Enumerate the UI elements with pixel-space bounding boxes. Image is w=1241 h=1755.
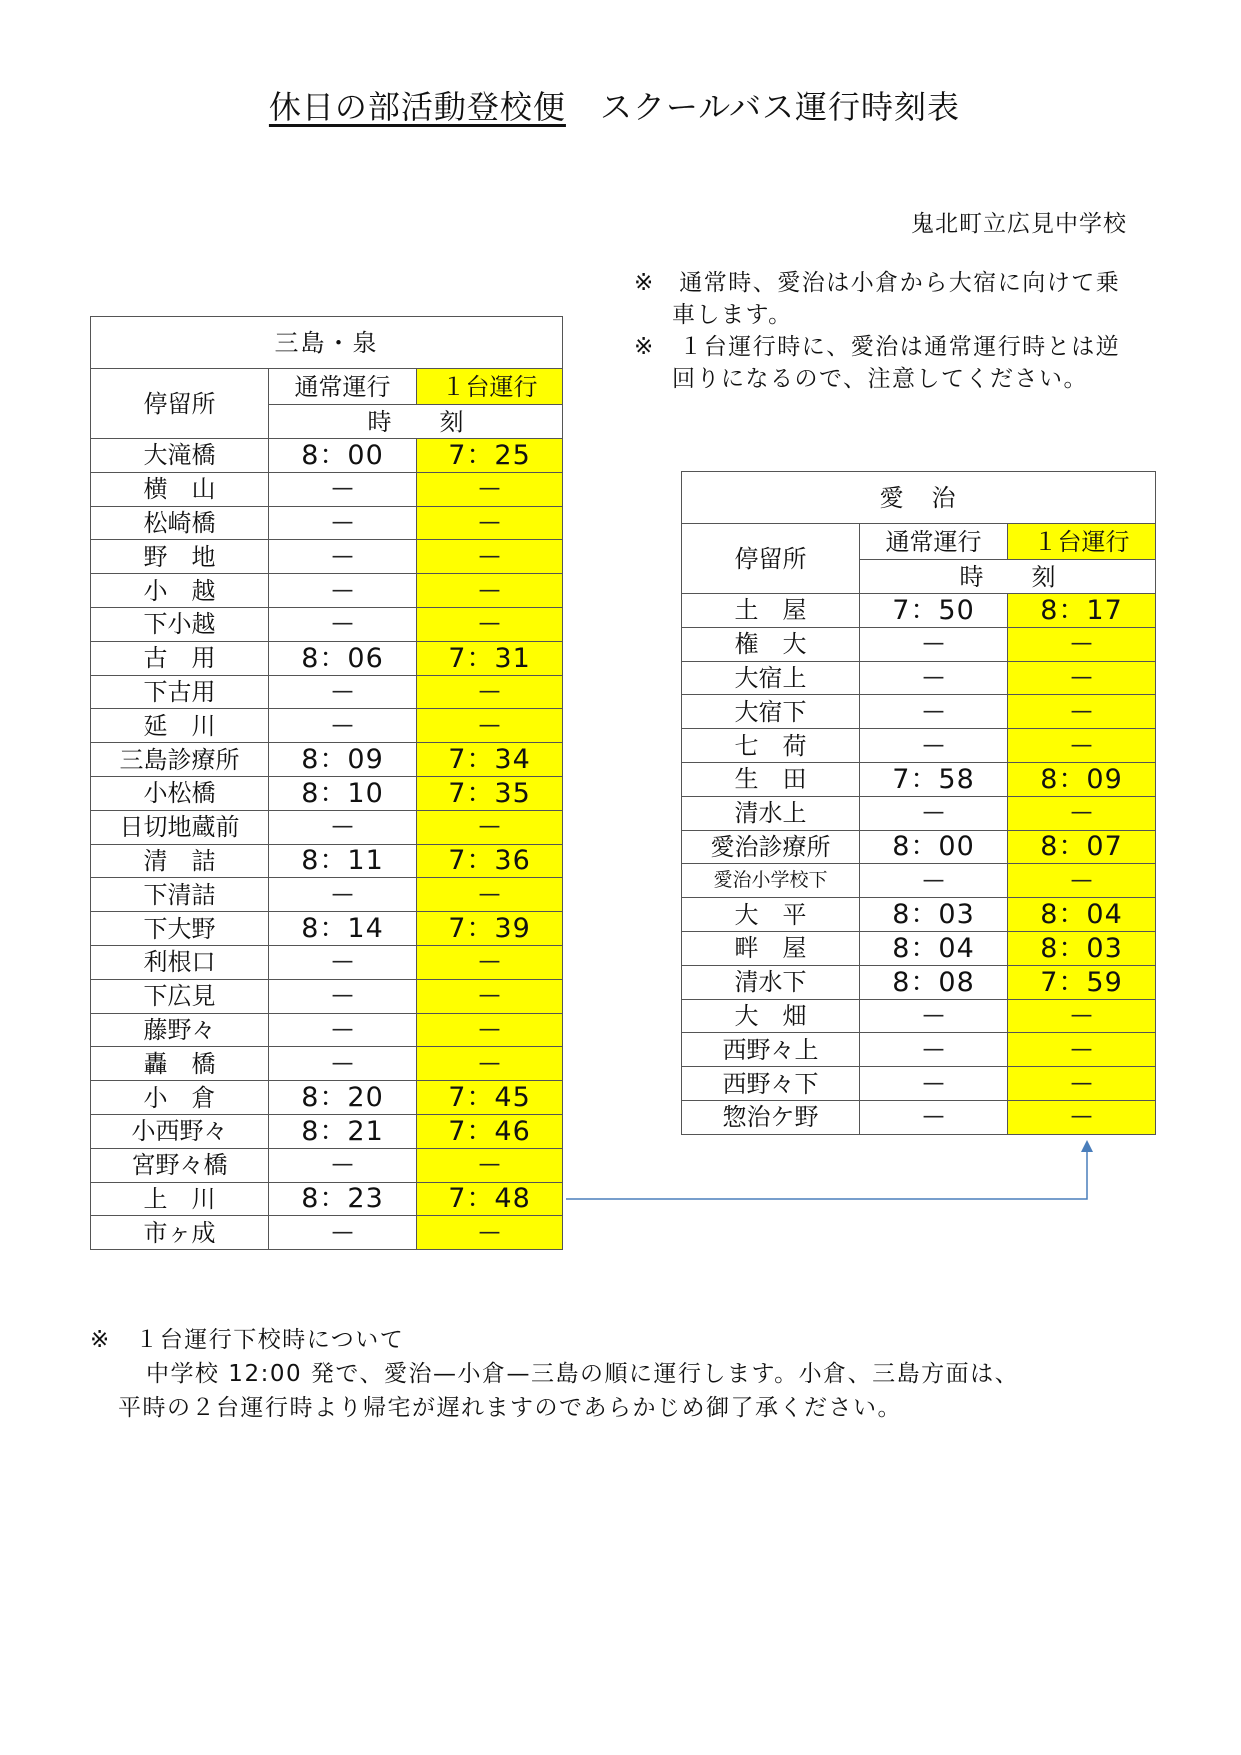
normal-time: —: [860, 864, 1008, 898]
stop-name: 畔 屋: [682, 931, 860, 965]
stop-name: 大宿上: [682, 661, 860, 695]
normal-time: 8：00: [269, 439, 417, 473]
normal-time: —: [269, 607, 417, 641]
stop-name: 野 地: [91, 540, 269, 574]
single-time: —: [417, 574, 563, 608]
normal-time: 7：50: [860, 594, 1008, 628]
table-row: [91, 878, 563, 912]
table-row: [91, 1114, 563, 1148]
table-row: [91, 1148, 563, 1182]
normal-time: —: [269, 810, 417, 844]
table-row: [682, 999, 1156, 1033]
single-time: —: [417, 979, 563, 1013]
note-2: ※ １台運行時に、愛治は通常運行時とは逆回りになるので、注意してください。: [634, 334, 1121, 392]
route-name: 三島・泉: [91, 317, 563, 369]
single-time: 7：25: [417, 439, 563, 473]
table-row: [91, 743, 563, 777]
normal-time: 8：21: [269, 1114, 417, 1148]
table-row: [91, 1081, 563, 1115]
stop-name: 下清詰: [91, 878, 269, 912]
stop-name: 下古用: [91, 675, 269, 709]
normal-time: —: [860, 729, 1008, 763]
single-time: 8：17: [1008, 594, 1156, 628]
single-time: 8：03: [1008, 931, 1156, 965]
normal-time: —: [860, 1100, 1008, 1134]
notes: [634, 267, 1144, 395]
stop-name: 下広見: [91, 979, 269, 1013]
table-row: [91, 1013, 563, 1047]
single-time: 7：35: [417, 776, 563, 810]
single-time: —: [417, 1148, 563, 1182]
table-row: [682, 762, 1156, 796]
single-time: —: [417, 675, 563, 709]
stop-name: 西野々上: [682, 1033, 860, 1067]
single-time: —: [1008, 1033, 1156, 1067]
normal-header: 通常運行: [269, 369, 417, 405]
single-time: —: [417, 540, 563, 574]
normal-time: —: [269, 574, 417, 608]
stop-name: 藤野々: [91, 1013, 269, 1047]
single-time: —: [1008, 999, 1156, 1033]
table-row: [91, 540, 563, 574]
table-row: [682, 830, 1156, 864]
normal-header: 通常運行: [860, 524, 1008, 560]
table-row: [682, 1067, 1156, 1101]
normal-time: 8：23: [269, 1182, 417, 1216]
single-time: —: [1008, 627, 1156, 661]
stop-name: 延 川: [91, 709, 269, 743]
table-row: [91, 439, 563, 473]
stop-name: 下小越: [91, 607, 269, 641]
footnote-line-2: 平時の２台運行時より帰宅が遅れますのであらかじめ御了承ください。: [118, 1395, 902, 1421]
normal-time: 8：09: [269, 743, 417, 777]
stop-name: 三島診療所: [91, 743, 269, 777]
normal-time: 8：10: [269, 776, 417, 810]
normal-time: 8：04: [860, 931, 1008, 965]
normal-time: 8：03: [860, 898, 1008, 932]
single-time: —: [417, 1216, 563, 1250]
table-row: [91, 506, 563, 540]
stop-name: 大 畑: [682, 999, 860, 1033]
table-row: [682, 898, 1156, 932]
single-time: 7：34: [417, 743, 563, 777]
table-row: [91, 979, 563, 1013]
single-time: 8：07: [1008, 830, 1156, 864]
stop-name: 権 大: [682, 627, 860, 661]
normal-time: —: [269, 1047, 417, 1081]
table-row: [682, 661, 1156, 695]
title-main: 休日の部活動登校便: [268, 88, 566, 126]
single-header: １台運行: [1008, 524, 1156, 560]
single-time: —: [1008, 661, 1156, 695]
page-title: [0, 82, 1235, 128]
stop-name: 古 用: [91, 641, 269, 675]
normal-time: 8：08: [860, 965, 1008, 999]
single-header: １台運行: [417, 369, 563, 405]
normal-time: 8：11: [269, 844, 417, 878]
stop-name: 清水下: [682, 965, 860, 999]
table-row: [91, 1216, 563, 1250]
normal-time: 8：06: [269, 641, 417, 675]
single-time: 8：09: [1008, 762, 1156, 796]
table-row: [91, 709, 563, 743]
table-row: [91, 945, 563, 979]
single-time: 7：46: [417, 1114, 563, 1148]
stop-name: 愛治小学校下: [682, 864, 860, 898]
table-row: [91, 1182, 563, 1216]
timetable-mishima-izumi: [90, 316, 563, 1250]
table-row: [91, 912, 563, 946]
normal-time: —: [860, 1033, 1008, 1067]
table-row: [682, 627, 1156, 661]
stop-name: 日切地蔵前: [91, 810, 269, 844]
single-time: —: [1008, 1067, 1156, 1101]
table-row: [91, 675, 563, 709]
normal-time: —: [269, 709, 417, 743]
normal-time: —: [269, 878, 417, 912]
normal-time: —: [269, 945, 417, 979]
stop-name: 清 詰: [91, 844, 269, 878]
table-row: [682, 695, 1156, 729]
stop-name: 市ヶ成: [91, 1216, 269, 1250]
stop-name: 宮野々橋: [91, 1148, 269, 1182]
normal-time: —: [269, 979, 417, 1013]
table-row: [682, 931, 1156, 965]
normal-time: —: [269, 1216, 417, 1250]
table-row: [91, 844, 563, 878]
normal-time: —: [860, 627, 1008, 661]
footnote-line-1: 中学校 12:00 発で、愛治—小倉—三島の順に運行します。小倉、三島方面は、: [146, 1361, 1020, 1387]
normal-time: —: [269, 540, 417, 574]
school-name: 鬼北町立広見中学校: [911, 211, 1127, 237]
table-row: [682, 1100, 1156, 1134]
normal-time: —: [269, 1013, 417, 1047]
normal-time: 8：00: [860, 830, 1008, 864]
single-time: —: [1008, 796, 1156, 830]
table-row: [682, 864, 1156, 898]
footnote-heading: ※ １台運行下校時について: [90, 1327, 405, 1353]
single-time: —: [1008, 695, 1156, 729]
connector-line: [566, 1150, 1087, 1199]
table-row: [91, 472, 563, 506]
normal-time: 7：58: [860, 762, 1008, 796]
stop-name: 横 山: [91, 472, 269, 506]
time-header: 時 刻: [269, 405, 563, 439]
stop-name: 愛治診療所: [682, 830, 860, 864]
single-time: —: [417, 1013, 563, 1047]
table-row: [91, 1047, 563, 1081]
single-time: 7：48: [417, 1182, 563, 1216]
normal-time: —: [860, 1067, 1008, 1101]
stop-name: 七 荷: [682, 729, 860, 763]
normal-time: —: [860, 695, 1008, 729]
table-row: [682, 796, 1156, 830]
normal-time: —: [269, 506, 417, 540]
single-time: —: [417, 709, 563, 743]
stop-header: 停留所: [682, 524, 860, 594]
stop-name: 小松橋: [91, 776, 269, 810]
table-row: [91, 607, 563, 641]
stop-name: 利根口: [91, 945, 269, 979]
table-row: [91, 574, 563, 608]
stop-name: 生 田: [682, 762, 860, 796]
normal-time: —: [860, 999, 1008, 1033]
single-time: 7：59: [1008, 965, 1156, 999]
table-row: [682, 729, 1156, 763]
stop-name: 小 倉: [91, 1081, 269, 1115]
table-row: [91, 776, 563, 810]
stop-name: 下大野: [91, 912, 269, 946]
single-time: —: [417, 472, 563, 506]
single-time: —: [417, 607, 563, 641]
normal-time: —: [860, 796, 1008, 830]
single-time: —: [1008, 729, 1156, 763]
normal-time: —: [269, 675, 417, 709]
normal-time: —: [269, 1148, 417, 1182]
stop-header: 停留所: [91, 369, 269, 439]
single-time: —: [1008, 864, 1156, 898]
note-1: ※ 通常時、愛治は小倉から大宿に向けて乗車します。: [634, 270, 1121, 328]
single-time: 7：39: [417, 912, 563, 946]
normal-time: —: [269, 472, 417, 506]
single-time: 8：04: [1008, 898, 1156, 932]
table-row: [91, 641, 563, 675]
normal-time: 8：14: [269, 912, 417, 946]
stop-name: 轟 橋: [91, 1047, 269, 1081]
table-row: [91, 810, 563, 844]
single-time: —: [417, 810, 563, 844]
time-header: 時 刻: [860, 560, 1156, 594]
single-time: —: [417, 506, 563, 540]
stop-name: 土 屋: [682, 594, 860, 628]
single-time: 7：36: [417, 844, 563, 878]
single-time: —: [417, 1047, 563, 1081]
stop-name: 松崎橋: [91, 506, 269, 540]
route-name: 愛 治: [682, 472, 1156, 524]
single-time: —: [1008, 1100, 1156, 1134]
stop-name: 西野々下: [682, 1067, 860, 1101]
stop-name: 小 越: [91, 574, 269, 608]
stop-name: 上 川: [91, 1182, 269, 1216]
footnote: [90, 1323, 1170, 1425]
stop-name: 清水上: [682, 796, 860, 830]
stop-name: 大 平: [682, 898, 860, 932]
normal-time: —: [860, 661, 1008, 695]
timetable-aiji: [681, 471, 1156, 1135]
stop-name: 惣治ケ野: [682, 1100, 860, 1134]
table-row: [682, 965, 1156, 999]
table-row: [682, 1033, 1156, 1067]
single-time: 7：45: [417, 1081, 563, 1115]
single-time: —: [417, 945, 563, 979]
stop-name: 大滝橋: [91, 439, 269, 473]
title-sub: スクールバス運行時刻表: [599, 88, 961, 126]
stop-name: 大宿下: [682, 695, 860, 729]
stop-name: 小西野々: [91, 1114, 269, 1148]
arrow-head-icon: [1081, 1140, 1093, 1152]
single-time: —: [417, 878, 563, 912]
single-time: 7：31: [417, 641, 563, 675]
table-row: [682, 594, 1156, 628]
normal-time: 8：20: [269, 1081, 417, 1115]
